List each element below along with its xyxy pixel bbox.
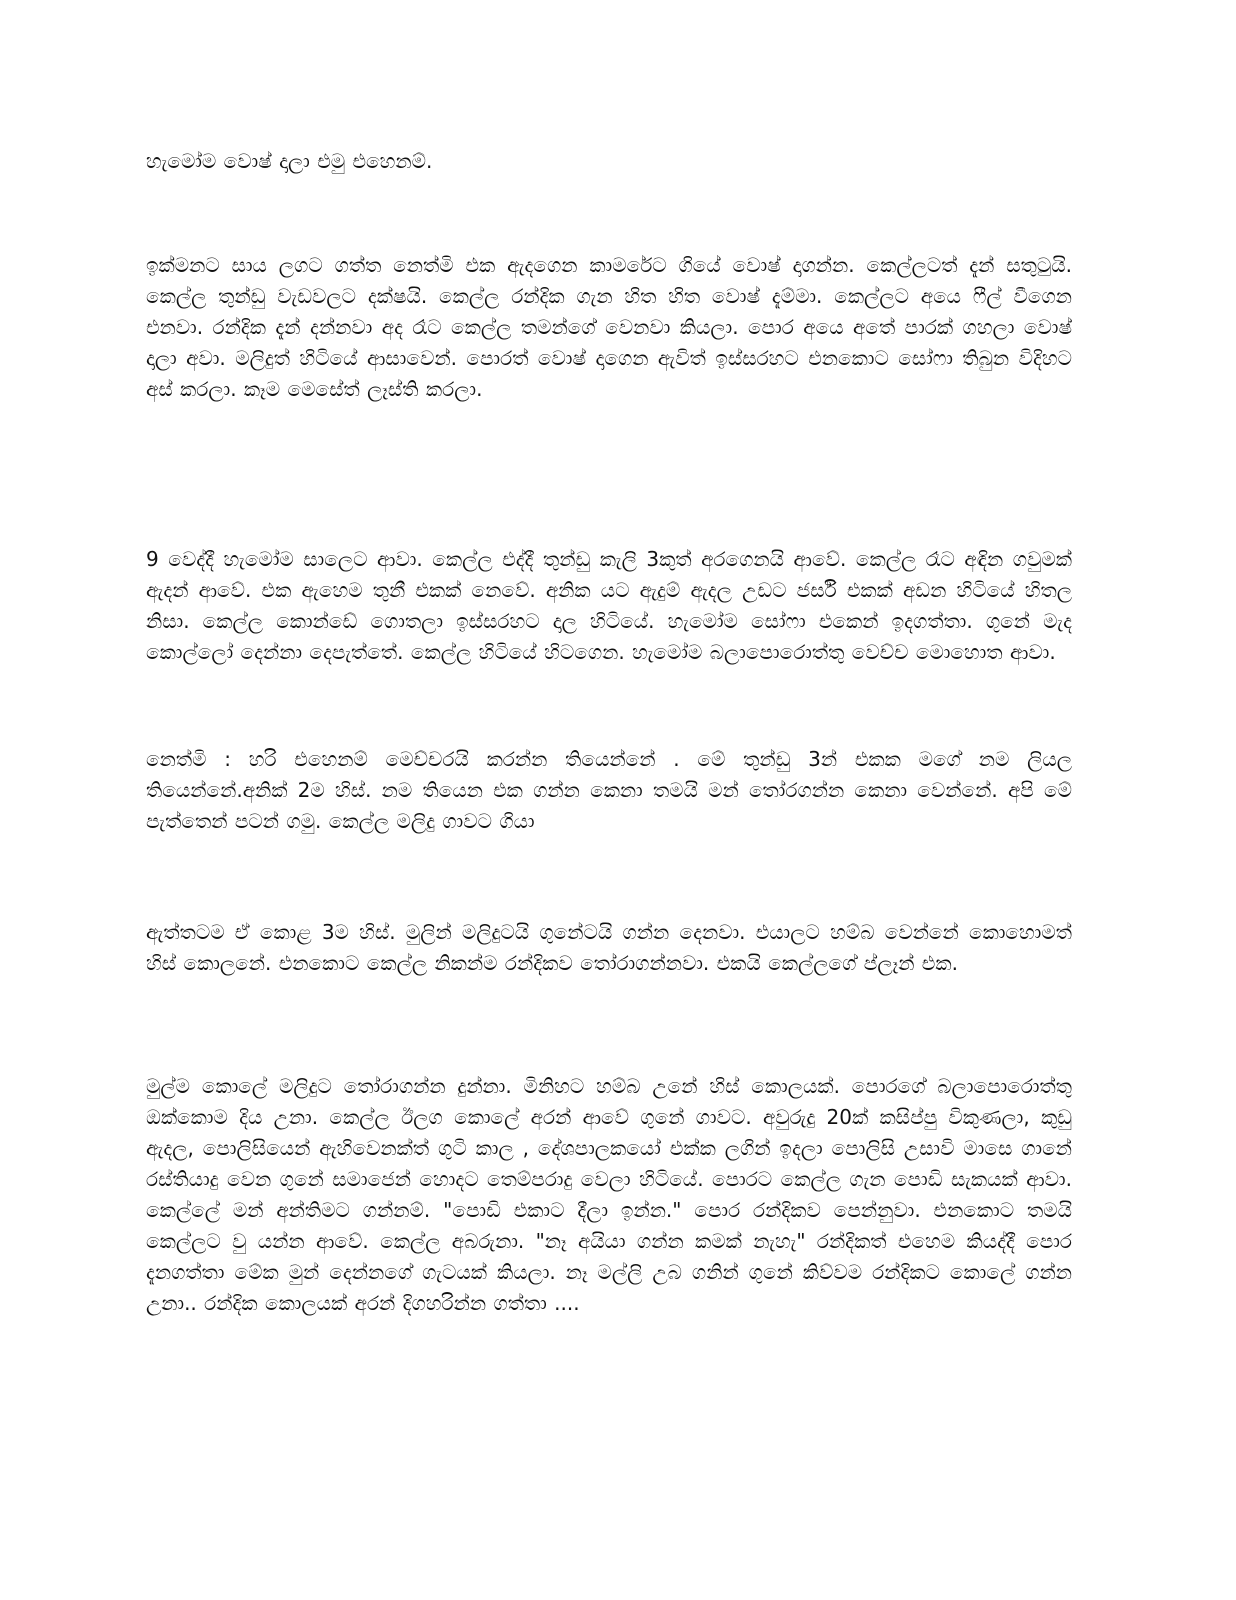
- paragraph-2: ඉක්මනට සාය ලගට ගත්ත නෙත්මි එක ඇදගෙන කාමරේට ගියේ වොෂ් දාගන්න. කෙල්ලටත් දැන් සතුටුයි. කෙල්ල තුන්ඩු වැඩවලට දක්ෂයි. කෙල්ල රන්දික ගැන හිත හිත වොෂ් දැම්මා. කෙල්ලට අයෙ ෆීල් වීගෙන එනවා. රන්දික දැන් දන්නවා අද රෑට කෙල්ල තමන්ගේ වෙනවා කියලා. පොර අයෙ අතේ පාරක් ගහලා වොෂ් දාලා අවා. මලිදුත් හිටියේ ආසාවෙන්. පොරත් වොෂ් දාගෙන ඇවිත් ඉස්සරහට එනකොට සෝෆා තිබුන විදිහට අස් කරලා. කෑම මෙසේත් ලෑස්ති කරලා.: [146, 253, 1072, 401]
- paragraph-3: 9 වෙද්දී හැමෝම සාලෙට ආවා. කෙල්ල එද්දී තුන්ඩු කැලි 3කුත් අරගෙනයි ආවේ. කෙල්ල රෑට අඳින ගවුමක් ඇදන් ආවේ. එක ඇහෙම තුනී එකක් නෙවේ. අනික යට ඇදුම් ඇදල උඩට ජර්සි එකක් අඩන හිටියේ හිතල නිසා. කෙල්ල කොන්ඩේ ගොතලා ඉස්සරහට දාල හිටියේ. හැමෝම සෝෆා එකෙන් ඉදගත්තා. ගුනේ මැද කොල්ලෝ දෙන්නා දෙපැත්තේ. කෙල්ල හිටියේ හිටගෙන. හැමෝම බලාපොරොත්තු වෙච්ච මොහොත ආවා.: [146, 547, 1072, 664]
- paragraph-4: නෙත්මි : හරි එහෙනම් මෙච්චරයි කරන්න තියෙන්නේ . මේ තුන්ඩු 3න් එකක මගේ නම ලියල තියෙන්නේ.අනික් 2ම හිස්. නම තියෙන එක ගන්න කෙනා තමයි මන් තෝරගන්න කෙනා වෙන්නේ. අපි මේ පැත්තෙන් පටන් ගමු. කෙල්ල මලිදු ගාවට ගියා: [146, 747, 1072, 833]
- paragraph-1: හැමෝම වොෂ් දාලා එමු එහෙනම්.: [146, 149, 433, 173]
- paragraph-6: මුල්ම කොලේ මලිදුට තෝරාගන්න දුන්නා. මිනිහට හම්බ උනේ හිස් කොලයක්. පොරගේ බලාපොරොත්තු ඔක්කොම දිය උනා. කෙල්ල ඊලග කොලේ අරන් ආවේ ගුනේ ගාවට. අවුරුදු 20ක් කසිප්පු විකුණලා, කුඩු ඇදල, පොලිසියෙන් ඇහිවෙනක්ත් ගුටි කාල , දේශපාලකයෝ එක්ක ලගින් ඉදලා පොලිසි උසාවි මාසෙ ගානේ රස්තියාදු වෙන ගුනේ සමාජෙන් හොදට තෙම්පරාදු වෙලා හිටියේ. පොරට කෙල්ල ගැන පොඩි සැකයක් ආවා. කෙල්ලේ මන් අන්තිමට ගන්නම්. "පොඩි එකාට දීලා ඉන්න." පොර රන්දිකව පෙන්නුවා. එනකොට තමයි කෙල්ලට වු යන්න ආවේ. කෙල්ල අබරුනා. "නෑ අයියා ගන්න කමක් නැහැ" රන්දිකත් එහෙම කියද්දී පොර දැනගත්තා මේක මුන් දෙන්නගේ ගැටයක් කියලා. නෑ මල්ලි උබ ගනින් ගුනේ කිව්වම රන්දිකට කොලේ ගන්න උනා.. රන්දික කොලයක් අරන් දිගහරින්න ගත්තා ....: [146, 1074, 1072, 1315]
- paragraph-5: ඇත්තටම ඒ කොළ 3ම හිස්. මුලින් මලිදුටයි ගුනේටයි ගන්න දෙනවා. එයාලට හම්බ වෙන්නේ කොහොමත් හිස් කොලනේ. එනකොට කෙල්ල නිකන්ම රන්දිකව තෝරාගන්නවා. එකයි කෙල්ලගේ ප්ලෑන් එක.: [146, 920, 1072, 975]
